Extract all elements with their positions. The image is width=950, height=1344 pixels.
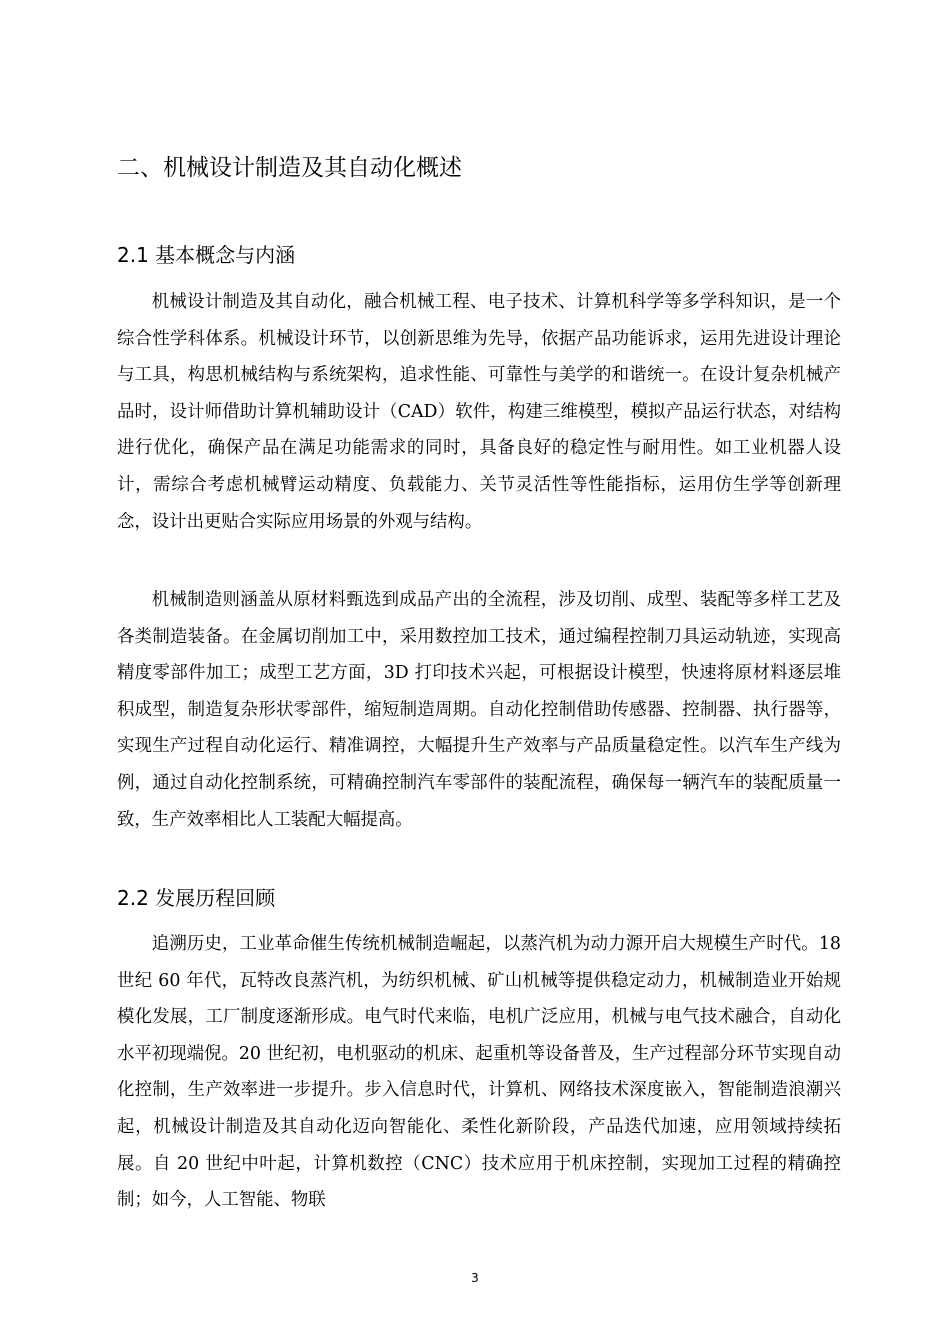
section-heading-2-1: 2.1 基本概念与内涵 (117, 243, 296, 267)
paragraph-manufacturing: 机械制造则涵盖从原材料甄选到成品产出的全流程，涉及切削、成型、装配等多样工艺及各类制造装备。在金属切削加工中，采用数控加工技术，通过编程控制刀具运动轨迹，实现高精度零部件加工；成型工艺方面，3D 打印技术兴起，可根据设计模型，快速将原材料逐层堆积成型，制造复杂形状零部件，缩短制造周期。自动化控制借助传感器、控制器、执行器等，实现生产过程自动化运行、精准调控，大幅提升生产效率与产品质量稳定性。以汽车生产线为例，通过自动化控制系统，可精确控制汽车零部件的装配流程，确保每一辆汽车的装配质量一致，生产效率相比人工装配大幅提高。 (117, 590, 841, 830)
paragraph-basic-concept: 机械设计制造及其自动化，融合机械工程、电子技术、计算机科学等多学科知识，是一个综合性学科体系。机械设计环节，以创新思维为先导，依据产品功能诉求，运用先进设计理论与工具，构思机械结构与系统架构，追求性能、可靠性与美学的和谐统一。在设计复杂机械产品时，设计师借助计算机辅助设计（CAD）软件，构建三维模型，模拟产品运行状态，对结构进行优化，确保产品在满足功能需求的同时，具备良好的稳定性与耐用性。如工业机器人设计，需综合考虑机械臂运动精度、负载能力、关节灵活性等性能指标，运用仿生学等创新理念，设计出更贴合实际应用场景的外观与结构。 (117, 292, 841, 532)
paragraph-history: 追溯历史，工业革命催生传统机械制造崛起，以蒸汽机为动力源开启大规模生产时代。18 世纪 60 年代，瓦特改良蒸汽机，为纺织机械、矿山机械等提供稳定动力，机械制造业开始规模化发展，工厂制度逐渐形成。电气时代来临，电机广泛应用，机械与电气技术融合，自动化水平初现端倪。20 世纪初，电机驱动的机床、起重机等设备普及，生产过程部分环节实现自动化控制，生产效率进一步提升。步入信息时代，计算机、网络技术深度嵌入，智能制造浪潮兴起，机械设计制造及其自动化迈向智能化、柔性化新阶段，产品迭代加速，应用领域持续拓展。自 20 世纪中叶起，计算机数控（CNC）技术应用于机床控制，实现加工过程的精确控制；如今，人工智能、物联 (117, 934, 841, 1211)
section-heading-2-2: 2.2 发展历程回顾 (117, 886, 276, 910)
chapter-title: 二、机械设计制造及其自动化概述 (117, 155, 462, 181)
page-number: 3 (471, 1271, 479, 1285)
